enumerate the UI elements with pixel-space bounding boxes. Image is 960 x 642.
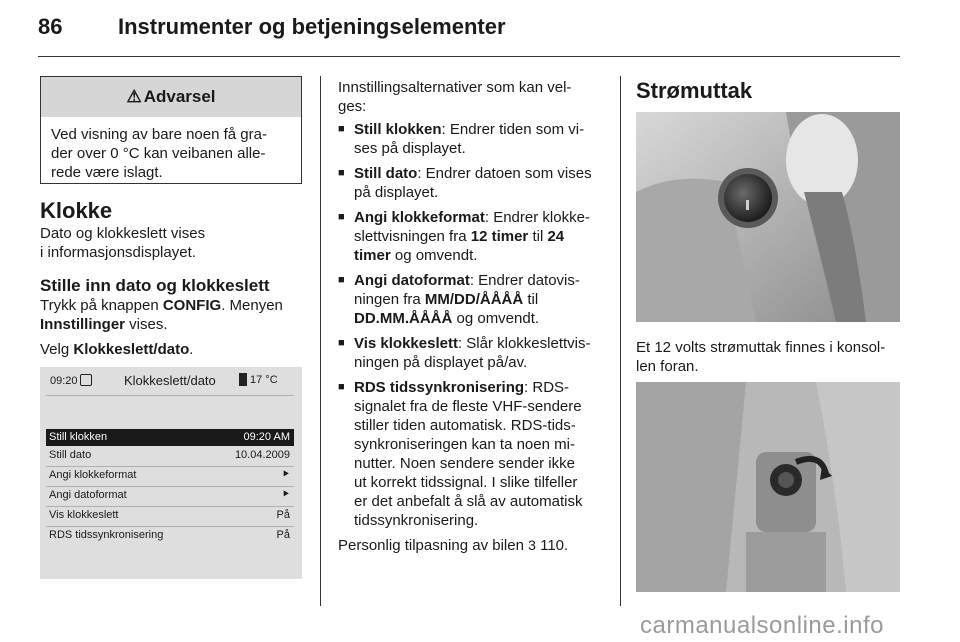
- warning-line: rede være islagt.: [51, 164, 163, 181]
- text: synkroniseringen kan ta noen mi-: [354, 436, 575, 453]
- power-outlet-text: [636, 338, 885, 376]
- power-outlet-heading: Strømuttak: [636, 78, 753, 103]
- settings-menu-label: Innstillinger: [40, 316, 126, 333]
- text: Personlig tilpasning av bilen: [338, 537, 529, 554]
- display-row: [46, 447, 294, 464]
- display-row-label: Still klokken: [49, 431, 108, 443]
- display-top-bar: [40, 367, 302, 395]
- outlet-location-photo: [636, 382, 900, 592]
- list-item: [338, 271, 600, 328]
- set-date-time-heading: Stille inn dato og klokkeslett: [40, 276, 270, 295]
- options-intro-line: Innstillingsalternativer som kan vel-: [338, 79, 572, 96]
- clock-date-menu-label: Klokkeslett/dato: [73, 341, 190, 358]
- term: 12 timer: [470, 228, 529, 245]
- term: RDS tidssynkronisering: [354, 379, 525, 396]
- clock-heading: Klokke: [40, 198, 113, 223]
- select-paragraph: [40, 340, 193, 359]
- set-date-time-paragraph: [40, 296, 310, 334]
- display-title: Klokkeslett/dato: [124, 373, 216, 388]
- display-row: [46, 507, 294, 524]
- display-row-value: På: [276, 529, 290, 541]
- display-row-label: Angi datoformat: [49, 489, 127, 501]
- text: : Slår klokkeslettvis-: [457, 335, 591, 352]
- display-row-label: Vis klokkeslett: [49, 509, 119, 521]
- term: MM/DD/ÅÅÅÅ: [424, 291, 524, 308]
- display-row: [46, 527, 294, 544]
- clock-intro: [40, 224, 205, 262]
- warning-text: [41, 117, 301, 182]
- text: Velg: [40, 341, 74, 358]
- display-row-label: Still dato: [49, 449, 92, 461]
- display-separator: [46, 395, 294, 396]
- warning-line: der over 0 °C kan veibanen alle-: [51, 145, 266, 162]
- clock-intro-line: i informasjonsdisplayet.: [40, 244, 196, 261]
- text: : Endrer datovis-: [469, 272, 580, 289]
- config-button-label: CONFIG: [162, 297, 222, 314]
- text: og omvendt.: [390, 247, 478, 264]
- text: til: [523, 291, 539, 308]
- text: slettvisningen fra: [354, 228, 471, 245]
- term: 24: [547, 228, 565, 245]
- text: 110.: [535, 537, 569, 554]
- display-row-selected: [46, 429, 294, 446]
- term: Vis klokkeslett: [354, 335, 458, 352]
- list-item: [338, 120, 600, 158]
- term: Still dato: [354, 165, 418, 182]
- display-row: [46, 467, 294, 484]
- display-row: [46, 487, 294, 504]
- thermometer-icon: [239, 373, 247, 386]
- options-intro: [338, 78, 571, 116]
- text: ses på displayet.: [354, 140, 466, 157]
- options-list: [338, 120, 600, 555]
- term: Angi klokkeformat: [354, 209, 485, 226]
- warning-box: [40, 76, 302, 184]
- list-item: [338, 378, 600, 530]
- term: DD.MM.ÅÅÅÅ: [354, 310, 453, 327]
- text: tidssynkronisering.: [354, 512, 479, 529]
- text: : Endrer klokke-: [484, 209, 590, 226]
- chevron-right-icon: ⯈: [281, 469, 290, 481]
- text: .: [189, 341, 194, 358]
- text: . Menyen: [221, 297, 283, 314]
- display-time: 09:20: [50, 375, 78, 387]
- power-outlet-illustration: [636, 112, 900, 322]
- term: timer: [354, 247, 391, 264]
- personalization-reference: [338, 536, 600, 555]
- text: stiller tiden automatisk. RDS-tids-: [354, 417, 576, 434]
- warning-line: Ved visning av bare noen få gra-: [51, 126, 267, 143]
- text: nutter. Noen sendere sender ikke: [354, 455, 575, 472]
- page-ref-icon: 3: [528, 537, 536, 553]
- display-row-value: På: [276, 509, 290, 521]
- display-row-value: 09:20 AM: [243, 431, 290, 443]
- outlet-location-illustration: [636, 382, 900, 592]
- list-item: [338, 334, 600, 372]
- column-divider-1: [320, 76, 321, 606]
- term: Angi datoformat: [354, 272, 470, 289]
- display-temperature: 17 °C: [250, 374, 278, 386]
- text: og omvendt.: [452, 310, 540, 327]
- text: Trykk på knappen: [40, 297, 163, 314]
- clock-icon: [80, 374, 92, 386]
- text: er det anbefalt å slå av automatisk: [354, 493, 583, 510]
- chevron-right-icon: ⯈: [281, 489, 290, 501]
- text: på displayet.: [354, 184, 439, 201]
- list-item: [338, 208, 600, 265]
- text: signalet fra de fleste VHF-sendere: [354, 398, 582, 415]
- clock-intro-line: Dato og klokkeslett vises: [40, 225, 206, 242]
- text: : Endrer tiden som vi-: [441, 121, 585, 138]
- column-divider-2: [620, 76, 621, 606]
- page-number: 86: [38, 14, 63, 39]
- text: ut korrekt tidssignal. I slike tilfeller: [354, 474, 578, 491]
- power-outlet-photo: [636, 112, 900, 322]
- header-rule: [38, 56, 900, 57]
- warning-header: [41, 77, 301, 117]
- warning-triangle-icon: ⚠: [126, 87, 142, 106]
- text: til: [528, 228, 548, 245]
- term: Still klokken: [354, 121, 442, 138]
- page-header-title: Instrumenter og betjeningselementer: [118, 14, 506, 39]
- display-row-label: RDS tidssynkronisering: [49, 529, 164, 541]
- text: ningen på displayet på/av.: [354, 354, 528, 371]
- text: vises.: [125, 316, 168, 333]
- power-outlet-text-line: len foran.: [636, 358, 699, 375]
- text: : RDS-: [524, 379, 570, 396]
- warning-title: Advarsel: [143, 87, 216, 106]
- text: ningen fra: [354, 291, 425, 308]
- list-item: [338, 164, 600, 202]
- watermark: carmanualsonline.info: [640, 612, 884, 639]
- display-row-value: 10.04.2009: [234, 449, 290, 461]
- text: : Endrer datoen som vises: [417, 165, 592, 182]
- power-outlet-text-line: Et 12 volts strømuttak finnes i konsol-: [636, 339, 886, 356]
- info-display-image: [40, 367, 302, 579]
- display-row-label: Angi klokkeformat: [49, 469, 137, 481]
- options-intro-line: ges:: [338, 98, 367, 115]
